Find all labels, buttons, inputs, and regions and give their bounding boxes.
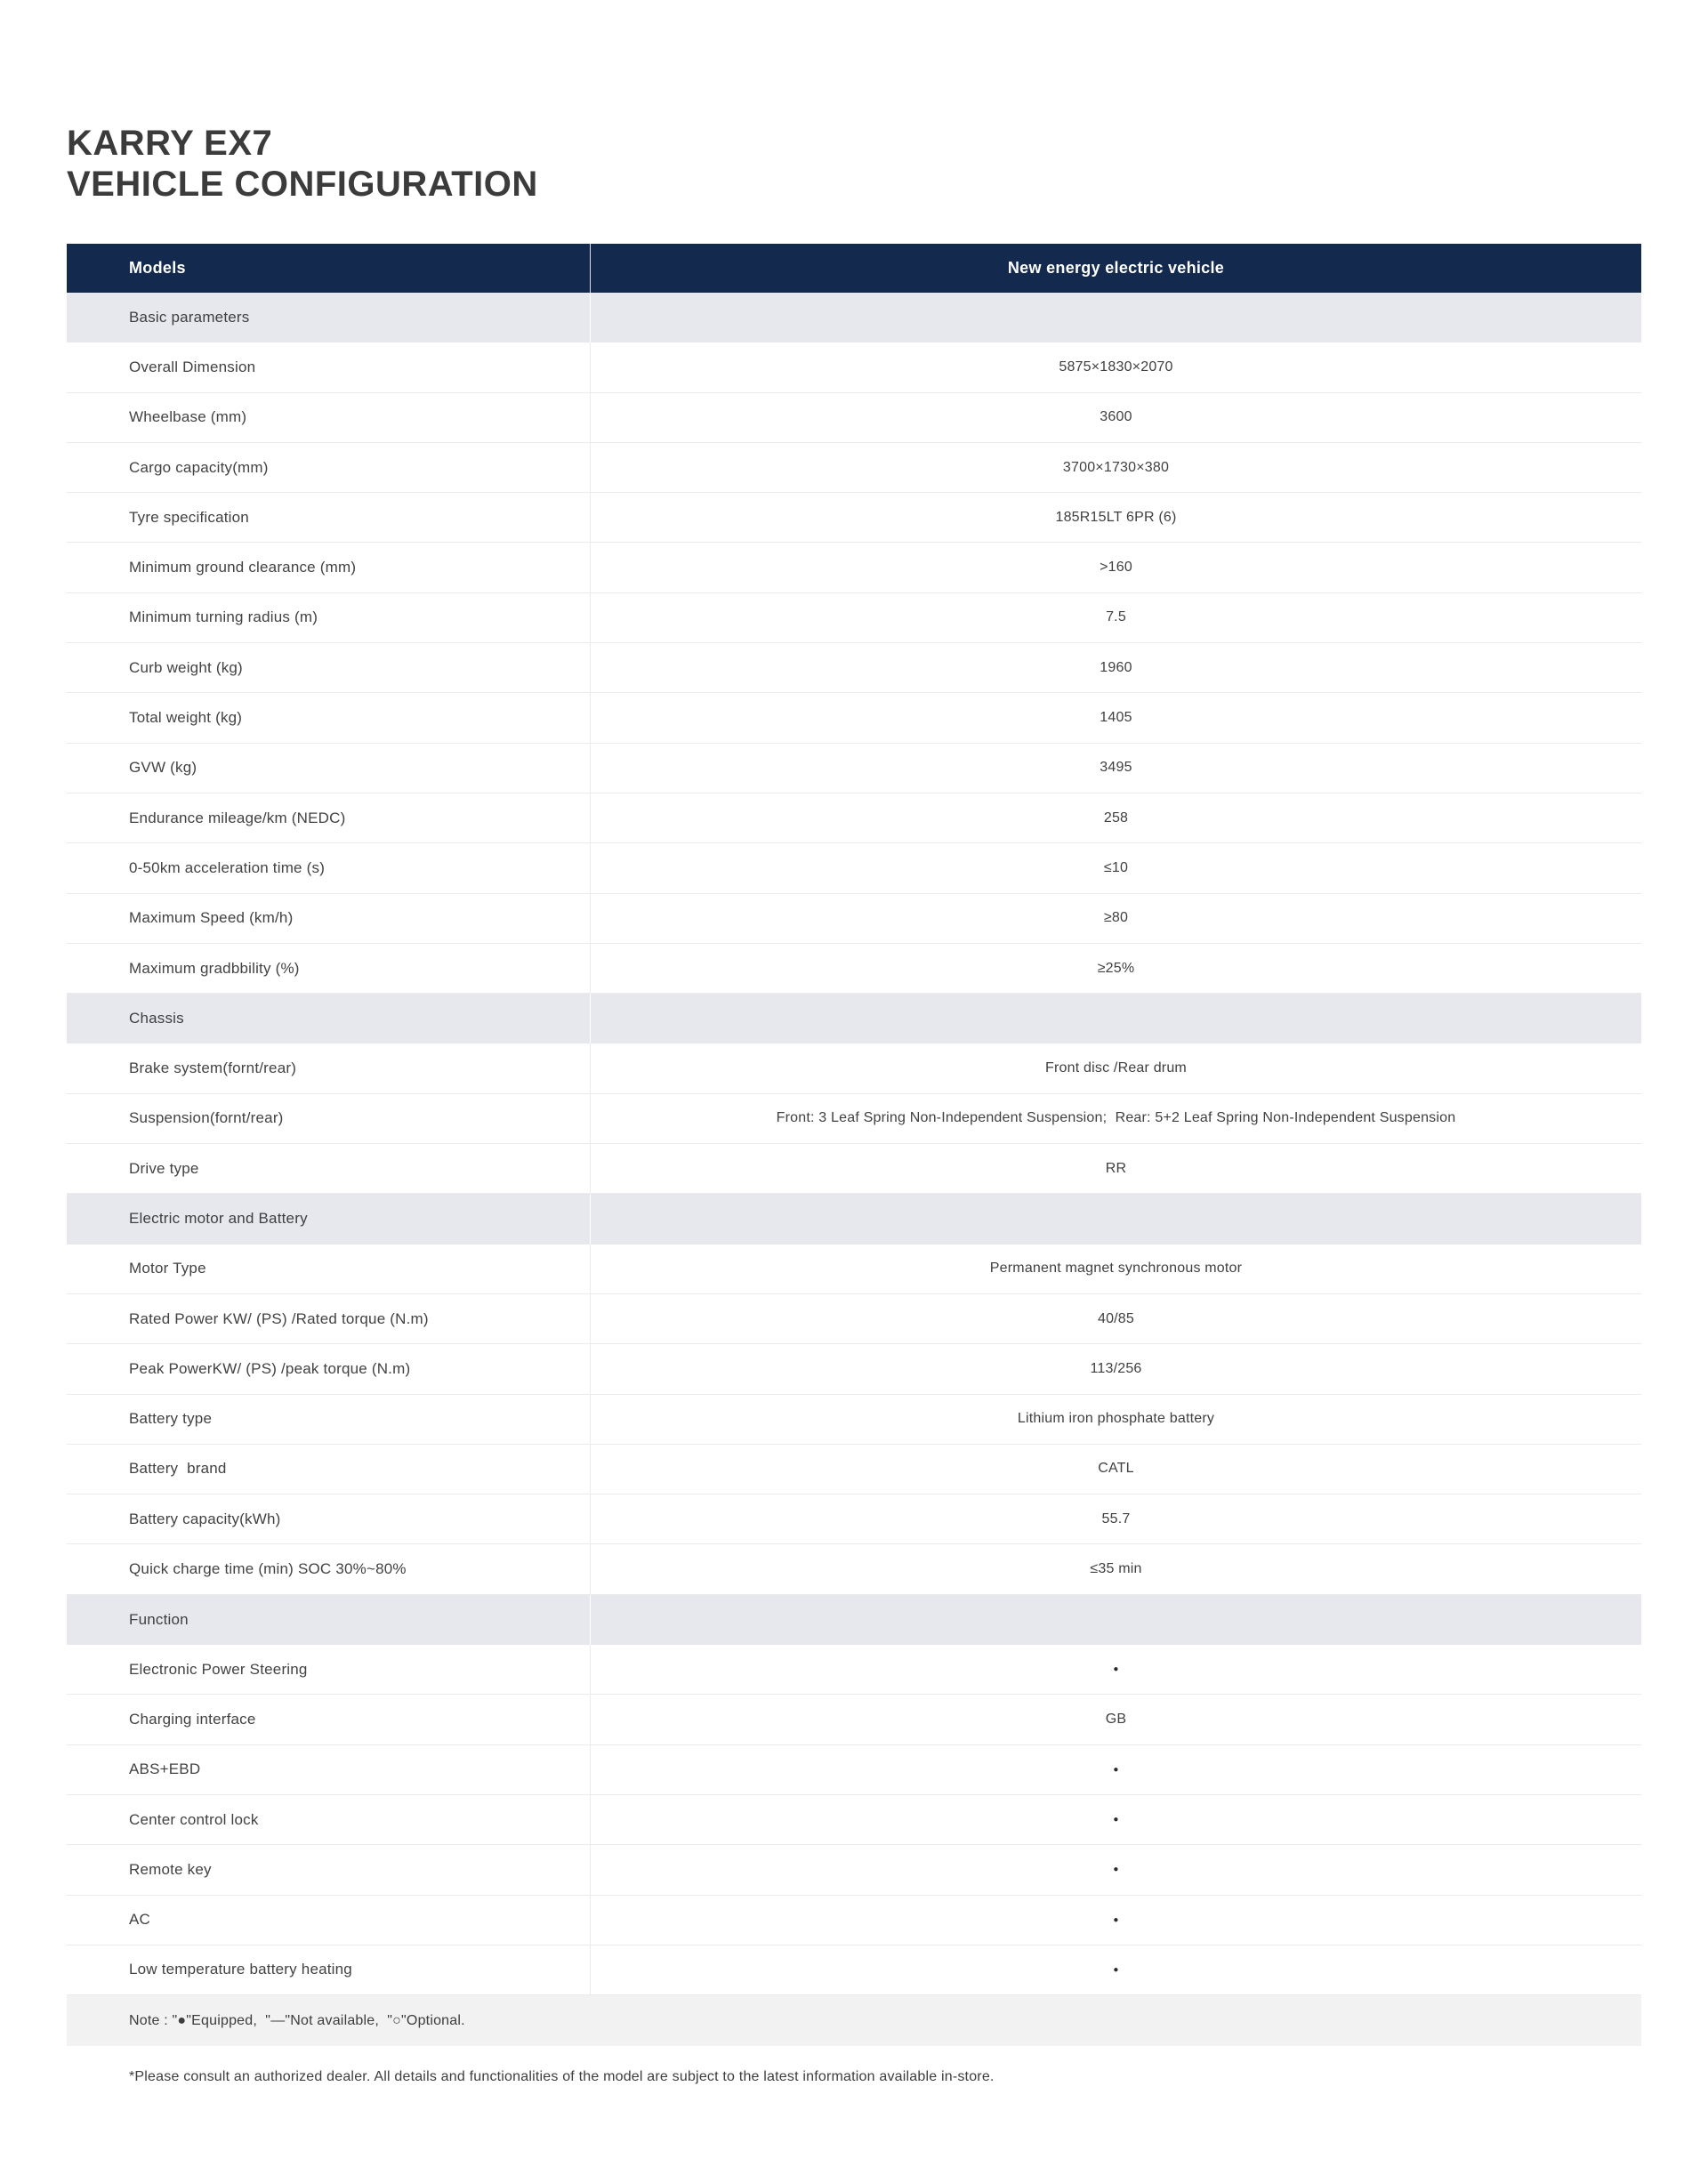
spec-label: Rated Power KW/ (PS) /Rated torque (N.m) bbox=[67, 1294, 591, 1343]
spec-label: Tyre specification bbox=[67, 493, 591, 542]
table-header-row bbox=[67, 244, 1641, 293]
header-cell-variant: New energy electric vehicle bbox=[1007, 259, 1225, 277]
spec-value: 1960 bbox=[1100, 659, 1132, 675]
spec-label: Maximum gradbbility (%) bbox=[67, 944, 591, 993]
table-row bbox=[67, 1094, 1641, 1144]
spec-value: 55.7 bbox=[1101, 1510, 1131, 1527]
spec-label: Battery type bbox=[67, 1395, 591, 1444]
table-row bbox=[67, 693, 1641, 743]
table-row bbox=[67, 1144, 1641, 1194]
table-row bbox=[67, 493, 1641, 543]
table-row bbox=[67, 1445, 1641, 1494]
equipped-dot: ● bbox=[1113, 1764, 1119, 1775]
spec-value: 3600 bbox=[1100, 409, 1132, 425]
section-label: Function bbox=[67, 1595, 591, 1645]
spec-label: Quick charge time (min) SOC 30%~80% bbox=[67, 1544, 591, 1593]
spec-value: Lithium iron phosphate battery bbox=[1017, 1411, 1215, 1427]
section-row bbox=[67, 1194, 1641, 1244]
table-row bbox=[67, 1645, 1641, 1695]
equipped-dot: ● bbox=[1113, 1664, 1119, 1675]
spec-table bbox=[67, 244, 1641, 2046]
section-spacer bbox=[591, 293, 1641, 342]
header-cell-models: Models bbox=[67, 244, 591, 293]
spec-value: GB bbox=[1105, 1711, 1127, 1727]
section-row bbox=[67, 1595, 1641, 1645]
table-row bbox=[67, 643, 1641, 693]
spec-label: Total weight (kg) bbox=[67, 693, 591, 742]
spec-value: 185R15LT 6PR (6) bbox=[1055, 509, 1177, 525]
spec-label: Wheelbase (mm) bbox=[67, 393, 591, 442]
table-row bbox=[67, 744, 1641, 793]
section-label: Electric motor and Battery bbox=[67, 1194, 591, 1244]
spec-value: ≥25% bbox=[1097, 960, 1135, 976]
spec-label: Low temperature battery heating bbox=[67, 1945, 591, 1994]
spec-value: 1405 bbox=[1100, 710, 1132, 726]
section-label: Chassis bbox=[67, 994, 591, 1043]
spec-label: Curb weight (kg) bbox=[67, 643, 591, 692]
table-row bbox=[67, 1945, 1641, 1995]
spec-value: 3495 bbox=[1100, 760, 1132, 776]
spec-value: 5875×1830×2070 bbox=[1059, 358, 1173, 375]
spec-value: Front: 3 Leaf Spring Non-Independent Suspension; Rear: 5+2 Leaf Spring Non-Independent Suspension bbox=[776, 1110, 1456, 1126]
spec-value: 40/85 bbox=[1097, 1310, 1135, 1326]
section-spacer bbox=[591, 1194, 1641, 1244]
spec-label: Remote key bbox=[67, 1845, 591, 1894]
table-row bbox=[67, 843, 1641, 893]
spec-value: 113/256 bbox=[1090, 1360, 1142, 1376]
spec-label: AC bbox=[67, 1896, 591, 1945]
table-row bbox=[67, 1344, 1641, 1394]
table-row bbox=[67, 894, 1641, 944]
spec-label: Endurance mileage/km (NEDC) bbox=[67, 793, 591, 842]
table-row bbox=[67, 1043, 1641, 1093]
table-row bbox=[67, 593, 1641, 643]
equipped-dot: ● bbox=[1113, 1865, 1119, 1875]
spec-label: Overall Dimension bbox=[67, 342, 591, 391]
table-row bbox=[67, 1695, 1641, 1744]
spec-label: Electronic Power Steering bbox=[67, 1645, 591, 1694]
spec-value: ≤35 min bbox=[1090, 1561, 1142, 1577]
equipped-dot: ● bbox=[1113, 1964, 1119, 1975]
spec-value: ≥80 bbox=[1103, 910, 1129, 926]
table-row bbox=[67, 1795, 1641, 1845]
table-row bbox=[67, 1896, 1641, 1945]
table-row bbox=[67, 944, 1641, 994]
table-row bbox=[67, 1395, 1641, 1445]
spec-label: Minimum turning radius (m) bbox=[67, 593, 591, 642]
section-label: Basic parameters bbox=[67, 293, 591, 342]
spec-value: 7.5 bbox=[1106, 609, 1126, 625]
footnote: *Please consult an authorized dealer. All details and functionalities of the model are subject to the latest information available in-store. bbox=[129, 2069, 995, 2085]
page-title bbox=[67, 123, 1708, 205]
equipped-dot: ● bbox=[1113, 1815, 1119, 1825]
spec-value: CATL bbox=[1098, 1461, 1134, 1477]
section-spacer bbox=[591, 1595, 1641, 1645]
section-spacer bbox=[591, 994, 1641, 1043]
table-row bbox=[67, 1745, 1641, 1795]
title-model-name: KARRY EX7 bbox=[67, 124, 273, 163]
table-row bbox=[67, 1494, 1641, 1544]
table-row bbox=[67, 793, 1641, 843]
table-row bbox=[67, 443, 1641, 493]
table-row bbox=[67, 1245, 1641, 1294]
spec-label: Cargo capacity(mm) bbox=[67, 443, 591, 492]
table-body bbox=[67, 293, 1641, 1995]
table-row bbox=[67, 393, 1641, 443]
spec-label: Peak PowerKW/ (PS) /peak torque (N.m) bbox=[67, 1344, 591, 1393]
spec-label: Minimum ground clearance (mm) bbox=[67, 543, 591, 592]
section-row bbox=[67, 994, 1641, 1043]
spec-label: 0-50km acceleration time (s) bbox=[67, 843, 591, 892]
spec-value: 3700×1730×380 bbox=[1062, 459, 1170, 475]
table-row bbox=[67, 342, 1641, 392]
table-row bbox=[67, 1544, 1641, 1594]
title-subtitle: VEHICLE CONFIGURATION bbox=[67, 165, 538, 204]
spec-label: Charging interface bbox=[67, 1695, 591, 1744]
table-row bbox=[67, 543, 1641, 592]
spec-value: 258 bbox=[1103, 810, 1129, 826]
spec-label: Center control lock bbox=[67, 1795, 591, 1844]
spec-value: RR bbox=[1105, 1160, 1127, 1176]
spec-label: Maximum Speed (km/h) bbox=[67, 894, 591, 943]
note-row bbox=[67, 1995, 1641, 2046]
spec-label: Brake system(fornt/rear) bbox=[67, 1043, 591, 1092]
spec-label: Motor Type bbox=[67, 1245, 591, 1293]
spec-value: Permanent magnet synchronous motor bbox=[989, 1261, 1243, 1277]
table-row bbox=[67, 1845, 1641, 1895]
table-row bbox=[67, 1294, 1641, 1344]
spec-value: >160 bbox=[1100, 560, 1132, 576]
spec-label: Battery capacity(kWh) bbox=[67, 1494, 591, 1543]
spec-label: Suspension(fornt/rear) bbox=[67, 1094, 591, 1143]
spec-value: Front disc /Rear drum bbox=[1045, 1060, 1187, 1076]
spec-label: ABS+EBD bbox=[67, 1745, 591, 1794]
spec-value: ≤10 bbox=[1103, 859, 1129, 875]
note-text: Note : "●"Equipped, "—"Not available, "○"Optional. bbox=[129, 2012, 465, 2028]
equipped-dot: ● bbox=[1113, 1914, 1119, 1925]
section-row bbox=[67, 293, 1641, 342]
spec-label: GVW (kg) bbox=[67, 744, 591, 793]
spec-label: Drive type bbox=[67, 1144, 591, 1193]
spec-label: Battery brand bbox=[67, 1445, 591, 1494]
